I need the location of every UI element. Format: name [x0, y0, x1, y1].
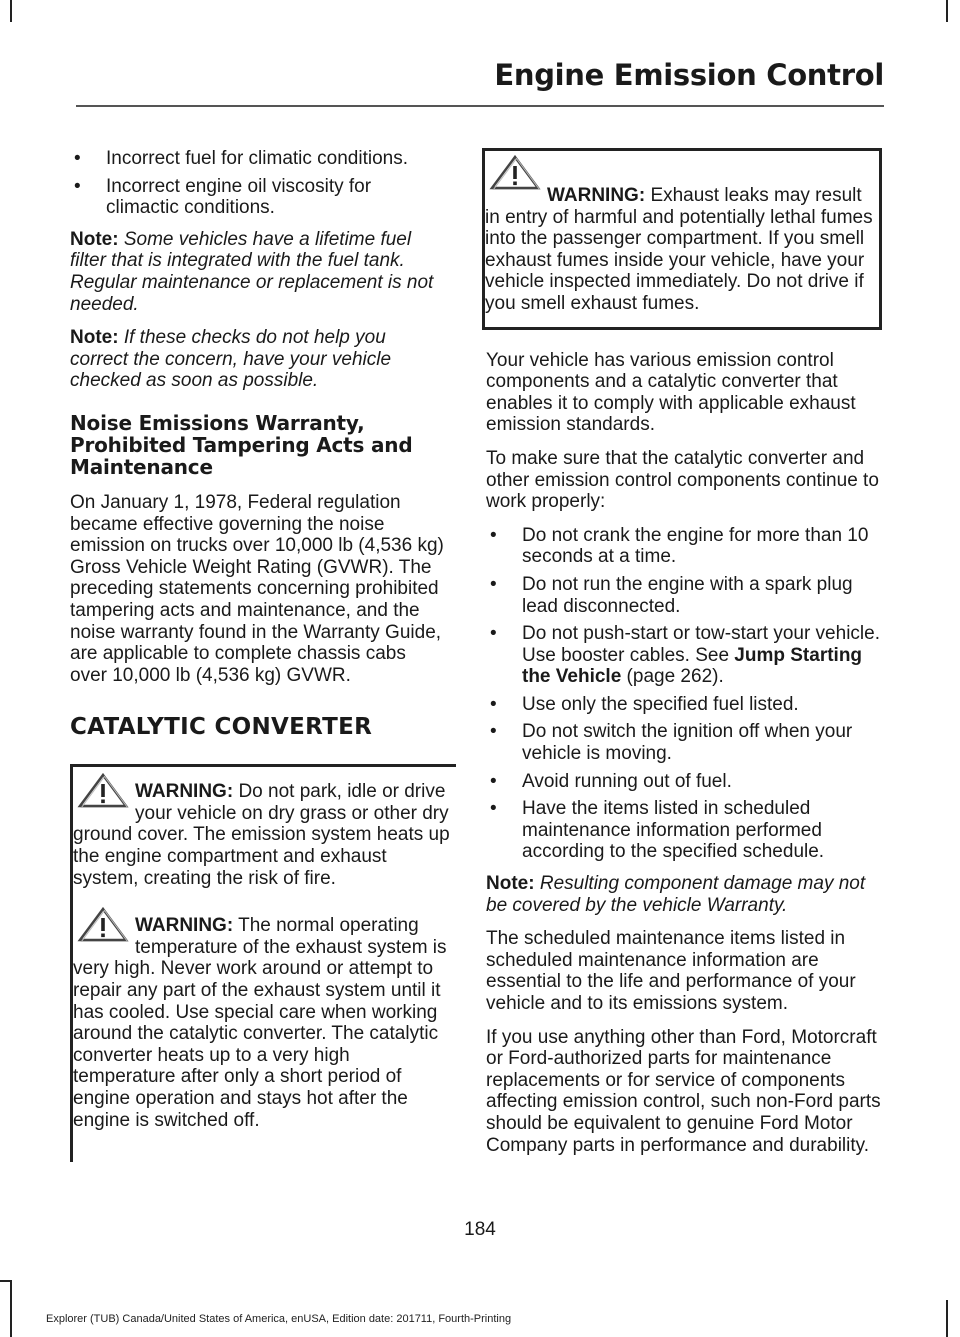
- paragraph: To make sure that the catalytic converter and other emission control components continue to work properly:: [486, 447, 879, 513]
- crop-mark: [946, 1300, 948, 1337]
- note: [70, 229, 448, 315]
- warning-triangle-icon: [77, 773, 129, 809]
- list-item: • Incorrect fuel for climatic conditions.: [70, 148, 448, 170]
- warning-text: Do not park, idle or drive your vehicle on dry grass or other dry ground cover. The emission system heats up the engine compartment and exhaust system, creating the risk of fire.: [73, 781, 450, 889]
- page-number: 184: [464, 1219, 496, 1240]
- list-item: • Do not run the engine with a spark plug lead disconnected.: [486, 574, 882, 617]
- warning-label: WARNING:: [135, 781, 234, 803]
- header-rule: [76, 105, 884, 107]
- warning: [73, 915, 456, 1131]
- list-item: • Do not crank the engine for more than 10 seconds at a time.: [486, 525, 882, 568]
- bullet-list: [70, 148, 448, 219]
- paragraph: On January 1, 1978, Federal regulation became effective governing the noise emission on trucks over 10,000 lb (4,536 kg) Gross Vehicle Weight Rating (GVWR). The preceding statements concerning prohibited tampering acts and maintenance, and the noise warranty found in the Warranty Guide, are applicable to complete chassis cabs over 10,000 lb (4,536 kg) GVWR.: [70, 491, 444, 686]
- list-item: • Incorrect engine oil viscosity for climactic conditions.: [70, 176, 448, 219]
- note: [486, 873, 882, 916]
- footer-text: Explorer (TUB) Canada/United States of America, enUSA, Edition date: 201711, Fourth-Printing: [46, 1313, 512, 1325]
- list-item: [486, 623, 882, 688]
- warning-label: WARNING:: [547, 185, 646, 206]
- warning-triangle-icon: [489, 155, 541, 191]
- list-item-text: Do not push-start or tow-start your vehicle. Use booster cables. See: [522, 623, 880, 666]
- section-heading: Noise Emissions Warranty, Prohibited Tampering Acts and Maintenance: [70, 410, 413, 479]
- note-label: Note:: [70, 327, 119, 349]
- list-item: • Do not switch the ignition off when your vehicle is moving.: [486, 721, 882, 764]
- paragraph: The scheduled maintenance items listed in scheduled maintenance information are essential to the life and performance of your vehicle and to its emissions system.: [486, 928, 856, 1014]
- crop-mark: [946, 0, 948, 22]
- bullet-list: [486, 525, 882, 863]
- warning-label: WARNING:: [135, 915, 234, 937]
- crop-mark: [10, 1280, 12, 1337]
- list-item: • Have the items listed in scheduled maintenance information performed according to the specified schedule.: [486, 798, 882, 863]
- note-text: If these checks do not help you correct the concern, have your vehicle checked as soon as possible.: [70, 327, 392, 392]
- warning-text: The normal operating temperature of the exhaust system is very high. Never work around or attempt to repair any part of the exhaust system until it has cooled. Use special care when working around the catalytic converter. The catalytic converter heats up to a very high temperature after only a short period of engine operation and stays hot after the engine is switched off.: [73, 915, 447, 1131]
- crop-mark: [0, 1280, 12, 1282]
- page-title: Engine Emission Control: [494, 58, 884, 92]
- note-label: Note:: [486, 873, 535, 895]
- warning-box: [70, 764, 456, 1162]
- list-item: • Avoid running out of fuel.: [486, 771, 882, 793]
- crop-mark: [10, 0, 12, 22]
- note-text: Resulting component damage may not be covered by the vehicle Warranty.: [486, 873, 866, 916]
- chapter-heading: CATALYTIC CONVERTER: [70, 714, 373, 741]
- warning-box: [482, 148, 882, 330]
- left-column: [70, 148, 448, 1162]
- jump-starting-link[interactable]: Jump Starting the Vehicle: [522, 644, 863, 688]
- warning: [485, 163, 875, 315]
- page-reference: (page 262).: [621, 666, 724, 688]
- warning: [73, 781, 456, 889]
- note-label: Note:: [70, 228, 119, 250]
- note-text: Some vehicles have a lifetime fuel filter that is integrated with the fuel tank. Regular maintenance or replacement is not needed.: [70, 228, 434, 315]
- warning-text: Exhaust leaks may result in entry of harmful and potentially lethal fumes into the passenger compartment. If you smell exhaust fumes inside your vehicle, have your vehicle inspected immediately. Do not drive if you smell exhaust fumes.: [485, 185, 873, 314]
- paragraph: Your vehicle has various emission control components and a catalytic converter that enables it to comply with applicable exhaust emission standards.: [486, 349, 856, 436]
- paragraph: If you use anything other than Ford, Motorcraft or Ford-authorized parts for maintenance replacements or for service of components affecting emission control, such non-Ford parts should be equivalent to genuine Ford Motor Company parts in performance and durability.: [486, 1026, 881, 1156]
- right-column: [486, 148, 882, 1168]
- list-item: • Use only the specified fuel listed.: [486, 694, 882, 716]
- note: [70, 327, 448, 392]
- warning-triangle-icon: [77, 907, 129, 943]
